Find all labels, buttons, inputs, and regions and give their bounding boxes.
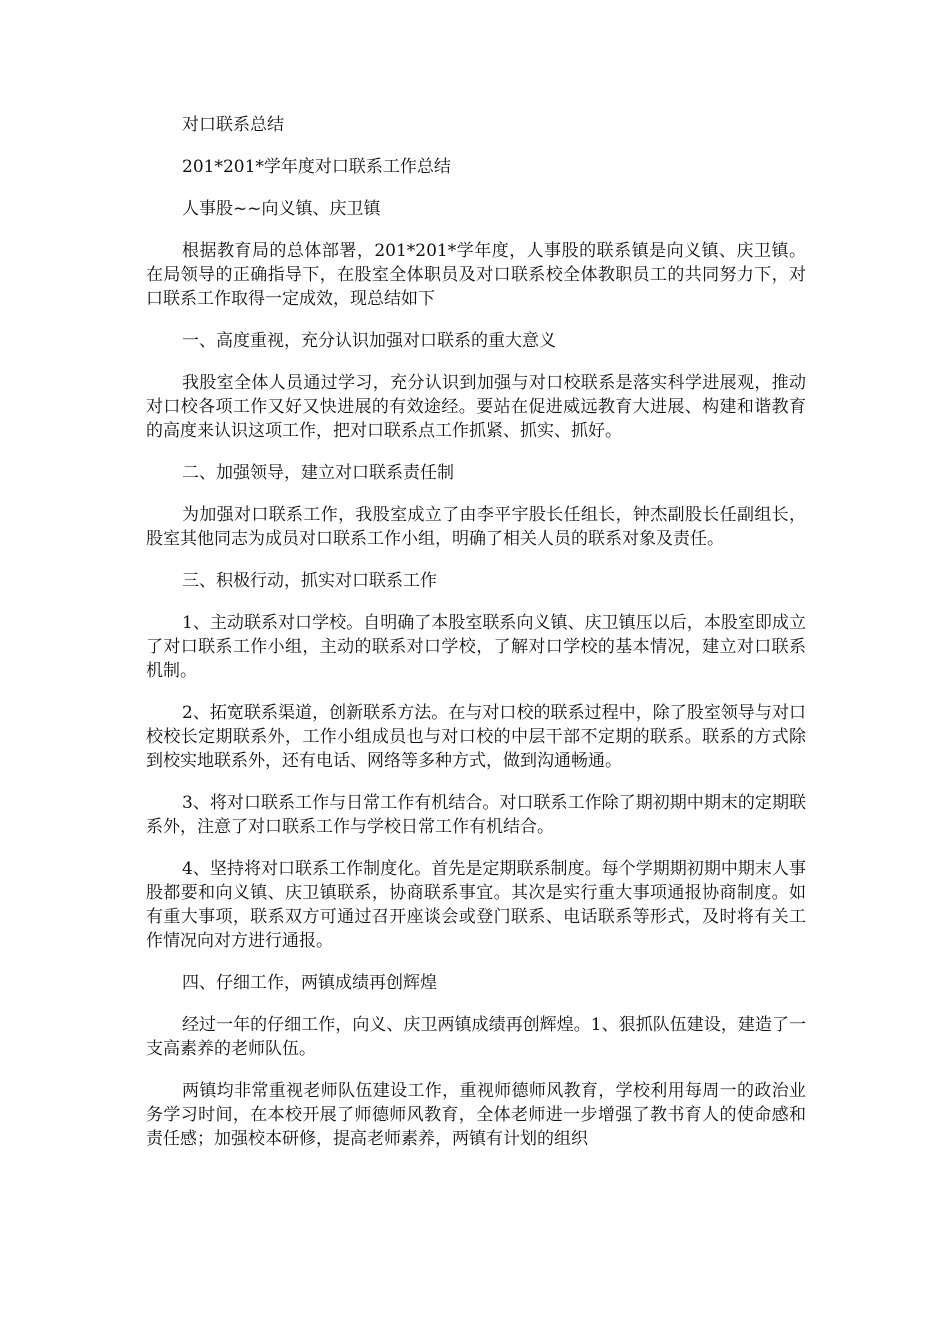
body-paragraph: 4、坚持将对口联系工作制度化。首先是定期联系制度。每个学期期初期中期末人事股都要和向义镇、庆卫镇联系，协商联系事宜。其次是实行重大事项通报协商制度。如有重大事项，联系双方可通过召开座谈会或登门联系、电话联系等形式，及时将有关工作情况向对方进行通报。: [146, 859, 806, 951]
body-paragraph: 为加强对口联系工作，我股室成立了由李平宇股长任组长，钟杰副股长任副组长，股室其他同志为成员对口联系工作小组，明确了相关人员的联系对象及责任。: [146, 505, 806, 549]
body-paragraph: 我股室全体人员通过学习，充分认识到加强与对口校联系是落实科学进展观，推动对口校各项工作又好又快进展的有效途经。要站在促进威远教育大进展、构建和谐教育的高度来认识这项工作，把对口联系点工作抓紧、抓实、抓好。: [146, 373, 806, 441]
body-paragraph: 经过一年的仔细工作，向义、庆卫两镇成绩再创辉煌。1、狠抓队伍建设，建造了一支高素养的老师队伍。: [146, 1015, 806, 1059]
section-heading: 三、积极行动，抓实对口联系工作: [182, 571, 437, 591]
document-author-line: 人事股~~向义镇、庆卫镇: [182, 199, 381, 219]
document-page: [146, 113, 806, 1169]
section-heading: 四、仔细工作，两镇成绩再创辉煌: [182, 973, 437, 993]
body-paragraph: 两镇均非常重视老师队伍建设工作，重视师德师风教育，学校利用每周一的政治业务学习时间，在本校开展了师德师风教育，全体老师进一步增强了教书育人的使命感和责任感；加强校本研修，提高老师素养，两镇有计划的组织: [146, 1081, 806, 1149]
body-paragraph: 根据教育局的总体部署，201*201*学年度，人事股的联系镇是向义镇、庆卫镇。在局领导的正确指导下，在股室全体职员及对口联系校全体教职员工的共同努力下，对口联系工作取得一定成效，现总结如下: [146, 241, 806, 309]
document-subtitle: 201*201*学年度对口联系工作总结: [182, 157, 451, 177]
document-title: 对口联系总结: [182, 115, 284, 135]
body-paragraph: 1、主动联系对口学校。自明确了本股室联系向义镇、庆卫镇压以后，本股室即成立了对口联系工作小组，主动的联系对口学校，了解对口学校的基本情况，建立对口联系机制。: [146, 613, 806, 681]
body-paragraph: 2、拓宽联系渠道，创新联系方法。在与对口校的联系过程中，除了股室领导与对口校校长定期联系外，工作小组成员也与对口校的中层干部不定期的联系。联系的方式除到校实地联系外，还有电话、网络等多种方式，做到沟通畅通。: [146, 703, 806, 771]
body-paragraph: 3、将对口联系工作与日常工作有机结合。对口联系工作除了期初期中期末的定期联系外，注意了对口联系工作与学校日常工作有机结合。: [146, 793, 806, 837]
section-heading: 一、高度重视，充分认识加强对口联系的重大意义: [182, 331, 556, 351]
section-heading: 二、加强领导，建立对口联系责任制: [182, 463, 454, 483]
